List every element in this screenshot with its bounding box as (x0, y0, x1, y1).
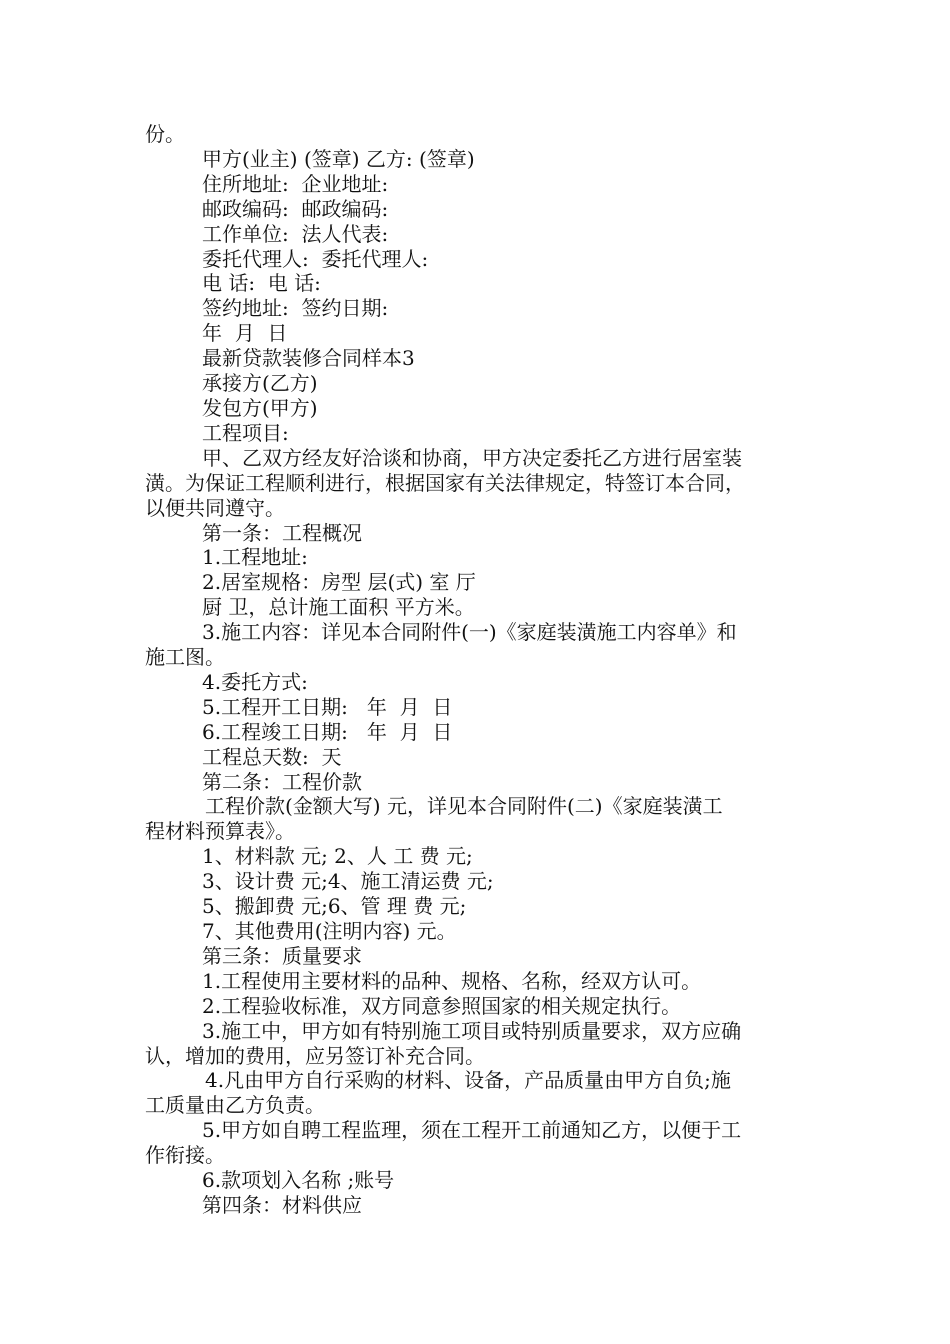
clause-line: 工程总天数: 天 (202, 744, 342, 769)
signing-place-date-line: 签约地址: 签约日期: (202, 296, 389, 321)
article-heading: 第三条：质量要求 (202, 943, 362, 968)
clause-line: 3.施工内容：详见本合同附件(一)《家庭装潢施工内容单》和 (202, 620, 737, 645)
clause-line: 1.工程地址: (202, 545, 308, 570)
employer-line: 工作单位: 法人代表: (202, 221, 389, 246)
address-line: 住所地址: 企业地址: (202, 171, 389, 196)
clause-line: 厨 卫，总计施工面积 平方米。 (202, 595, 475, 620)
article-heading: 第四条：材料供应 (202, 1192, 362, 1217)
paragraph-line: 潢。为保证工程顺利进行，根据国家有关法律规定，特签订本合同， (145, 470, 745, 495)
document-body (145, 122, 815, 1218)
clause-line: 3.施工中，甲方如有特别施工项目或特别质量要求，双方应确 (202, 1018, 742, 1043)
project-line: 工程项目: (202, 420, 289, 445)
clause-line: 认，增加的费用，应另签订补充合同。 (145, 1043, 485, 1068)
fee-line: 3、设计费 元;4、施工清运费 元; (202, 869, 494, 894)
clause-line: 5.工程开工日期: 年 月 日 (202, 694, 453, 719)
fee-line: 5、搬卸费 元;6、管 理 费 元; (202, 894, 467, 919)
clause-line: 程材料预算表》。 (145, 819, 295, 844)
text-line: 份。 (145, 122, 185, 146)
paragraph-line: 甲、乙双方经友好洽谈和协商，甲方决定委托乙方进行居室装 (202, 445, 742, 470)
clause-line: 4.凡由甲方自行采购的材料、设备，产品质量由甲方自负;施 (205, 1068, 731, 1093)
fee-line: 7、其他费用(注明内容) 元。 (202, 919, 457, 943)
clause-line: 2.工程验收标准，双方同意参照国家的相关规定执行。 (202, 993, 682, 1018)
clause-line: 6.款项划入名称 ;账号 (202, 1168, 395, 1193)
clause-line: 工程价款(金额大写) 元，详见本合同附件(二)《家庭装潢工 (205, 794, 723, 819)
clause-line: 4.委托方式: (202, 669, 308, 694)
date-line: 年 月 日 (202, 321, 288, 346)
contractor-line: 承接方(乙方) (202, 371, 318, 396)
clause-line: 施工图。 (145, 645, 225, 670)
clause-line: 5.甲方如自聘工程监理，须在工程开工前通知乙方，以便于工 (202, 1118, 742, 1143)
article-heading: 第二条：工程价款 (202, 769, 362, 794)
postcode-line: 邮政编码: 邮政编码: (202, 196, 389, 221)
clause-line: 1.工程使用主要材料的品种、规格、名称，经双方认可。 (202, 968, 702, 993)
clause-line: 作衔接。 (145, 1143, 225, 1168)
article-heading: 第一条：工程概况 (202, 520, 362, 545)
paragraph-line: 以便共同遵守。 (145, 495, 285, 520)
agent-line: 委托代理人: 委托代理人: (202, 246, 429, 271)
clause-line: 工质量由乙方负责。 (145, 1093, 325, 1118)
phone-line: 电 话: 电 话: (202, 271, 321, 296)
signature-party-line: 甲方(业主) (签章) 乙方: (签章) (202, 146, 475, 171)
client-line: 发包方(甲方) (202, 395, 318, 420)
clause-line: 6.工程竣工日期: 年 月 日 (202, 719, 453, 744)
fee-line: 1、材料款 元; 2、人 工 费 元; (202, 844, 473, 869)
section-title: 最新贷款装修合同样本3 (202, 346, 415, 371)
clause-line: 2.居室规格：房型 层(式) 室 厅 (202, 570, 476, 595)
